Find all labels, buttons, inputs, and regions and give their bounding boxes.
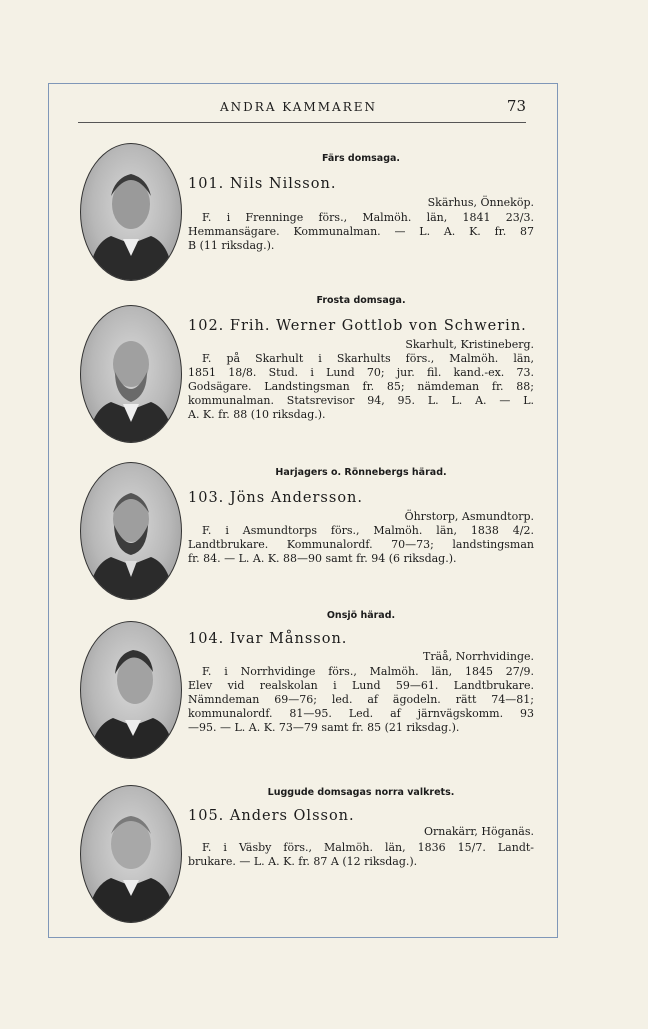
- running-header: [78, 97, 526, 123]
- residence: Öhrstorp, Asmundtorp.: [404, 510, 534, 523]
- header-title: ANDRA KAMMAREN: [220, 100, 377, 114]
- biography: [188, 352, 534, 422]
- biography: [188, 524, 534, 566]
- member-entry-102: [78, 290, 534, 440]
- residence: Träå, Norrhvidinge.: [423, 650, 534, 663]
- bio-line: F. i Väsby förs., Malmöh. län, 1836 15/7. Landt-: [202, 841, 534, 854]
- bio-line: Godsägare. Landstingsman fr. 85; nämdeman fr. 88;: [188, 380, 534, 393]
- member-entry-105: [78, 785, 534, 925]
- bio-line: —95. — L. A. K. 73—79 samt fr. 85 (21 riksdag.).: [188, 721, 460, 734]
- bio-line: Nämndeman 69—76; led. af ägodeln. rätt 74—81;: [188, 693, 534, 706]
- biography: [188, 665, 534, 735]
- electoral-district: Färs domsaga.: [321, 153, 401, 164]
- portrait-photo: [80, 305, 182, 443]
- portrait-photo: [80, 621, 182, 759]
- member-name: 105. Anders Olsson.: [188, 808, 355, 824]
- member-name: 104. Ivar Månsson.: [188, 631, 348, 647]
- member-name: 102. Frih. Werner Gottlob von Schwerin.: [188, 318, 527, 334]
- bio-line: F. i Norrhvidinge förs., Malmöh. län, 1845 27/9.: [202, 665, 534, 678]
- electoral-district: Onsjö härad.: [326, 610, 396, 621]
- bio-line: Landtbrukare. Kommunalordf. 70—73; landstingsman: [188, 538, 534, 551]
- member-entry-103: [78, 462, 534, 602]
- electoral-district: Harjagers o. Rönnebergs härad.: [275, 467, 447, 478]
- page-number: 73: [506, 97, 526, 115]
- bio-line: B (11 riksdag.).: [188, 239, 275, 252]
- member-entry-104: [78, 605, 534, 760]
- bio-line: kommunalordf. 81—95. Led. af järnvägskomm. 93: [188, 707, 534, 720]
- portrait-photo: [80, 143, 182, 281]
- bio-line: Hemmansägare. Kommunalman. — L. A. K. fr. 87: [188, 225, 534, 238]
- member-name: 103. Jöns Andersson.: [188, 490, 363, 506]
- bio-line: fr. 84. — L. A. K. 88—90 samt fr. 94 (6 riksdag.).: [188, 552, 457, 565]
- electoral-district: Frosta domsaga.: [316, 295, 406, 306]
- bio-line: 1851 18/8. Stud. i Lund 70; jur. fil. kand.-ex. 73.: [188, 366, 534, 379]
- bio-line: A. K. fr. 88 (10 riksdag.).: [188, 408, 326, 421]
- residence: Ornakärr, Höganäs.: [423, 825, 534, 838]
- electoral-district: Luggude domsagas norra valkrets.: [267, 787, 455, 798]
- residence: Skarhult, Kristineberg.: [405, 338, 534, 351]
- member-entry-101: [78, 143, 534, 283]
- portrait-photo: [80, 462, 182, 600]
- bio-line: F. i Frenninge förs., Malmöh. län, 1841 23/3.: [202, 211, 534, 224]
- bio-line: Elev vid realskolan i Lund 59—61. Landtbrukare.: [188, 679, 534, 692]
- biography: [188, 211, 534, 253]
- bio-line: kommunalman. Statsrevisor 94, 95. L. L. A. — L.: [188, 394, 534, 407]
- bio-line: brukare. — L. A. K. fr. 87 A (12 riksdag.).: [188, 855, 418, 868]
- biography: [188, 841, 534, 869]
- residence: Skärhus, Önneköp.: [427, 196, 534, 209]
- portrait-photo: [80, 785, 182, 923]
- bio-line: F. på Skarhult i Skarhults förs., Malmöh. län,: [202, 352, 534, 365]
- member-name: 101. Nils Nilsson.: [188, 176, 337, 192]
- bio-line: F. i Asmundtorps förs., Malmöh. län, 1838 4/2.: [202, 524, 534, 537]
